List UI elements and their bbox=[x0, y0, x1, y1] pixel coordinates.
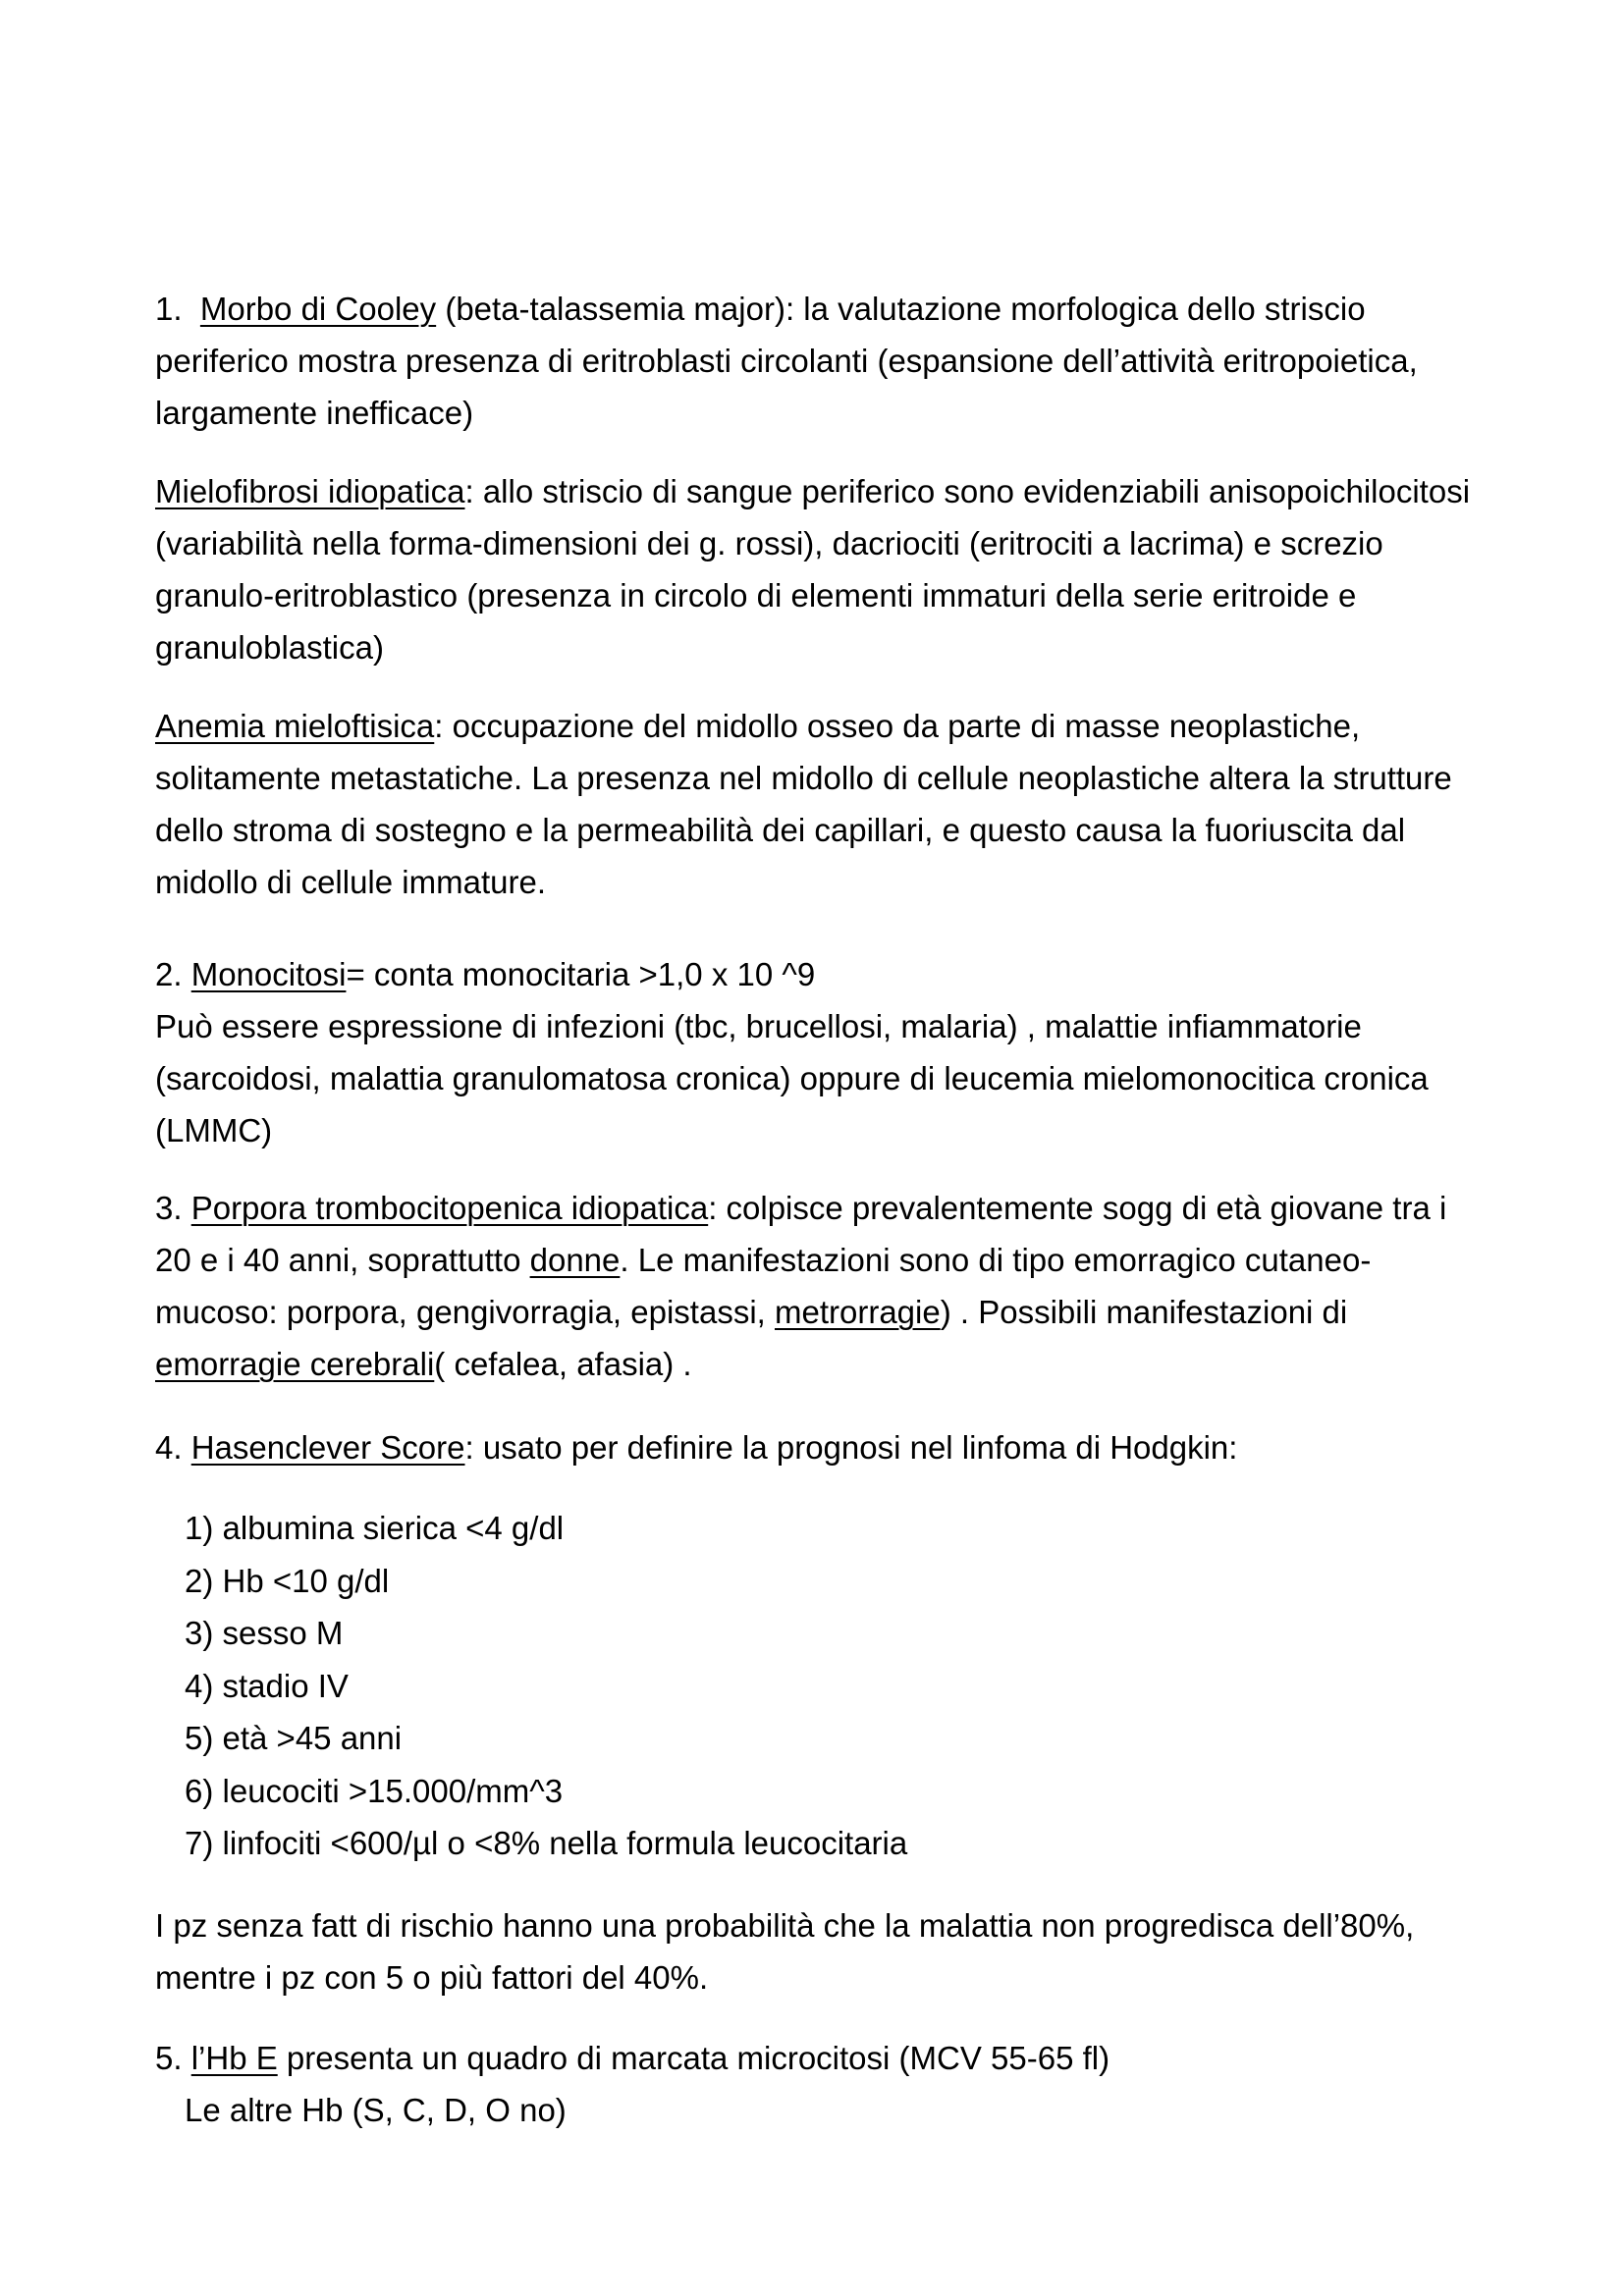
term-hbe: l’Hb E bbox=[190, 2040, 278, 2076]
hbe-other-line: Le altre Hb (S, C, D, O no) bbox=[185, 2092, 567, 2128]
item-number: 3. bbox=[155, 1190, 183, 1226]
item-number: 5. bbox=[155, 2040, 183, 2076]
hbe-text: presenta un quadro di marcata microcitosi (MCV 55-65 fl) bbox=[277, 2040, 1110, 2076]
term-porpora: Porpora trombocitopenica idiopatica bbox=[190, 1190, 709, 1226]
item-number: 4. bbox=[155, 1429, 183, 1466]
paragraph-mielofibrosi bbox=[155, 465, 1471, 673]
monocitosi-definition: = conta monocitaria >1,0 x 10 ^9 bbox=[346, 956, 816, 992]
list-item: 7) linfociti <600/µl o <8% nella formula leucocitaria bbox=[185, 1825, 908, 1861]
monocitosi-heading bbox=[155, 948, 1471, 1000]
item-number: 1. bbox=[155, 291, 183, 327]
underlined-emorragie-cerebrali: emorragie cerebrali bbox=[155, 1346, 435, 1382]
paragraph-prognosi bbox=[155, 1899, 1471, 2003]
term-mieloftisica: Anemia mieloftisica bbox=[155, 708, 435, 744]
hasenclever-criteria-list bbox=[185, 1502, 1363, 1870]
monocitosi-text: Può essere espressione di infezioni (tbc, brucellosi, malaria) , malattie infiammatorie (sarcoidosi, malattia granulomatosa cronica) oppure di leucemia mielomonocitica cronica (LMMC) bbox=[155, 1008, 1429, 1148]
list-item: 2) Hb <10 g/dl bbox=[185, 1562, 390, 1599]
paragraph-monocitosi bbox=[155, 948, 1471, 1156]
hbe-line bbox=[155, 2032, 1471, 2084]
paragraph-hbe bbox=[155, 2032, 1471, 2136]
underlined-donne: donne bbox=[529, 1242, 621, 1278]
term-cooley: Morbo di Cooley bbox=[199, 291, 437, 327]
porpora-text-1: : colpisce prevalentemente sogg di età giovane tra i 20 e i 40 anni, soprattutto bbox=[155, 1190, 1447, 1278]
porpora-text-2: . Le manifestazioni sono di tipo emorragico cutaneo-mucoso: porpora, gengivorragia, epistassi, bbox=[155, 1242, 1372, 1330]
list-item: 1) albumina sierica <4 g/dl bbox=[185, 1510, 565, 1546]
porpora-text-3: ) . Possibili manifestazioni di bbox=[940, 1294, 1348, 1330]
underlined-metrorragie: metrorragie bbox=[775, 1294, 941, 1330]
prognosi-text: I pz senza fatt di rischio hanno una probabilità che la malattia non progredisca dell’80%, mentre i pz con 5 o più fattori del 40%. bbox=[155, 1907, 1415, 1996]
paragraph-porpora bbox=[155, 1182, 1471, 1390]
list-item: 6) leucociti >15.000/mm^3 bbox=[185, 1772, 564, 1809]
mieloftisica-text: : occupazione del midollo osseo da parte di masse neoplastiche, solitamente metastatiche. La presenza nel midollo di cellule neoplastiche altera la strutture dello stroma di sostegno e la permeabilità dei capillari, e questo causa la fuoriuscita dal midollo di cellule immature. bbox=[155, 708, 1452, 900]
term-mielofibrosi: Mielofibrosi idiopatica bbox=[155, 473, 465, 509]
item-number: 2. bbox=[155, 956, 183, 992]
porpora-text-4: ( cefalea, afasia) . bbox=[434, 1346, 692, 1382]
hasenclever-text: : usato per definire la prognosi nel linfoma di Hodgkin: bbox=[464, 1429, 1238, 1466]
term-monocitosi: Monocitosi bbox=[190, 956, 347, 992]
cooley-text: (beta-talassemia major): la valutazione morfologica dello striscio periferico mostra presenza di eritroblasti circolanti (espansione dell’attività eritropoietica, largamente inefficace) bbox=[155, 291, 1418, 431]
paragraph-hasenclever bbox=[155, 1421, 1471, 1473]
list-item: 5) età >45 anni bbox=[185, 1720, 403, 1756]
list-item: 3) sesso M bbox=[185, 1615, 344, 1651]
term-hasenclever: Hasenclever Score bbox=[190, 1429, 465, 1466]
list-item: 4) stadio IV bbox=[185, 1667, 349, 1704]
paragraph-cooley bbox=[155, 283, 1471, 439]
mielofibrosi-text: : allo striscio di sangue periferico sono evidenziabili anisopoichilocitosi (variabilità nella forma-dimensioni dei g. rossi), dacriociti (eritrociti a lacrima) e screzio granulo-eritroblastico (presenza in circolo di elementi immaturi della serie eritroide e granuloblastica) bbox=[155, 473, 1471, 666]
paragraph-mieloftisica bbox=[155, 700, 1471, 908]
